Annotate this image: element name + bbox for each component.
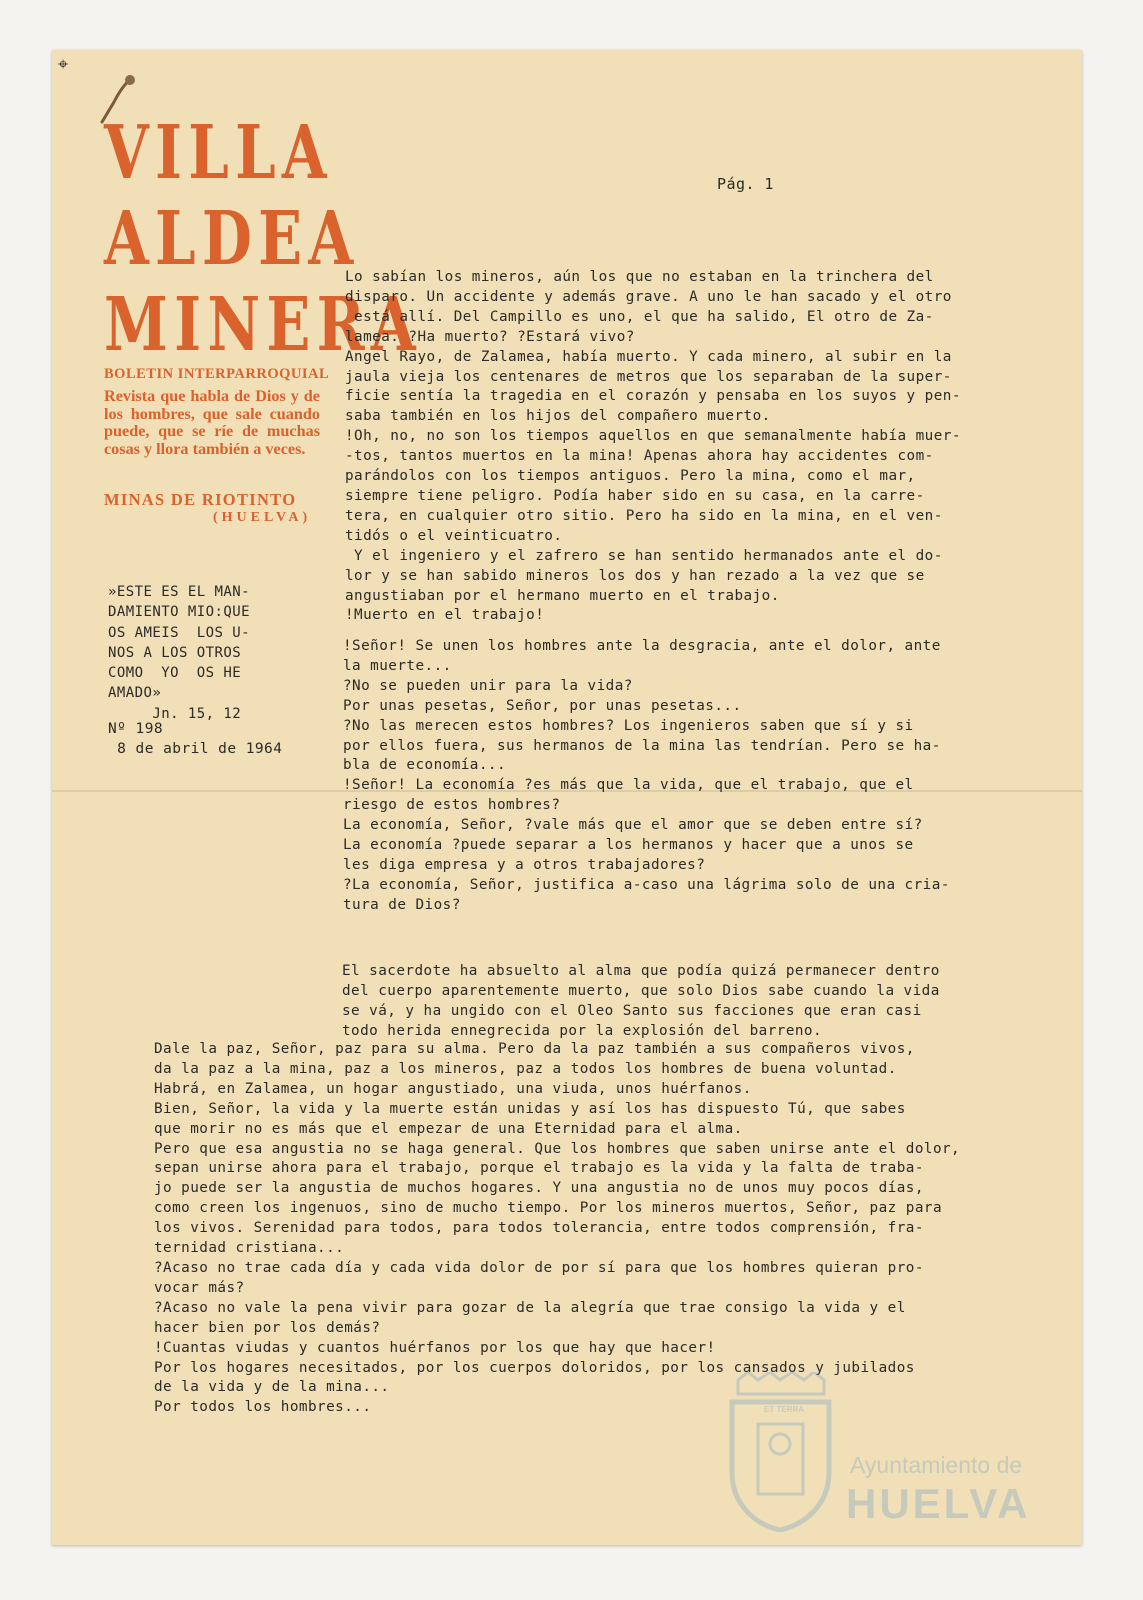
body-paragraph-2: !Señor! Se unen los hombres ante la desgracia, ante el dolor, ante la muerte... ?No se pueden unir para la vida? Por unas pesetas, Señor, por unas pesetas... ?No las merecen estos hombres? Los ingenieros saben que sí y si por ellos fuera, sus hermanos de la mina las tendrían. Pero se ha- bla de economía... !Señor! La economía ?es más que la vida, que el trabajo, que el riesgo de estos hombres? La economía, Señor, ?vale más que el amor que se deben entre sí? La economía ?puede separar a los hermanos y hacer que a unos se les diga empresa y a otros trabajadores? ?La economía, Señor, justifica a-caso una lágrima solo de una cria- tura de Dios?: [343, 638, 950, 913]
watermark-line-2: HUELVA: [846, 1480, 1031, 1527]
masthead-title: [104, 110, 422, 368]
seal-text: ET TERRA: [764, 1405, 804, 1414]
body-paragraph-4: Dale la paz, Señor, paz para su alma. Pero da la paz también a sus compañeros vivos, da la paz a la mina, paz a los mineros, paz a todos los hombres de buena voluntad. Habrá, en Zalamea, un hogar angustiado, una viuda, unos huérfanos. Bien, Señor, la vida y la muerte están unidas y así los has dispuesto Tú, que sabes que morir no es más que el empezar de una Eternidad para el alma. Pero que esa angustia no se haga general. Que los hombres que saben unirse ante el dolor, sepan unirse ahora para el trabajo, porque el trabajo es la vida y la falta de traba- jo puede ser la angustia de muchos hogares. Y una angustia no de unos muy pocos días, como creen los ingenuos, sino de mucho tiempo. Por los mineros muertos, Señor, paz para los vivos. Serenidad para todos, para todos tolerancia, entre todos comprensión, fra- ternidad cristiana... ?Acaso no trae cada día y cada vida dolor de por sí para que los hombres quieran pro- vocar más? ?Acaso no vale la pena vivir para gozar de la alegría que trae consigo la vida y el hacer bien por los demás? !Cuantas viudas y cuantos huérfanos por los que hay que hacer! Por los hogares necesitados, por los cuerpos doloridos, por los cansados y jubilados de la vida y de la mina... Por todos los hombres...: [154, 1041, 961, 1416]
masthead-province: (HUELVA): [213, 510, 312, 525]
sidebar-quote: »ESTE ES EL MAN- DAMIENTO MIO:QUE OS AMEIS LOS U- NOS A LOS OTROS COMO YO OS HE AMADO» Jn. 15, 12: [108, 584, 251, 722]
masthead-line-2: ALDEA: [104, 196, 360, 282]
coat-of-arms-icon: [718, 1372, 843, 1532]
body-paragraph-3: El sacerdote ha absuelto al alma que podía quizá permanecer dentro del cuerpo aparentemente muerto, que solo Dios sabe cuando la vida se vá, y ha ungido con el Oleo Santo sus facciones que eran casi todo herida ennegrecida por la explosión del barreno.: [342, 963, 940, 1039]
archive-watermark: [718, 1372, 1048, 1532]
pencil-mark: ⌖: [58, 54, 69, 75]
issue-info: Nº 198 8 de abril de 1964: [108, 721, 283, 757]
body-paragraph-1: Lo sabían los mineros, aún los que no estaban en la trinchera del disparo. Un accidente y además grave. A uno le han sacado y el otro está allí. Del Campillo es uno, el que ha salido, El otro de Za- lamea. ?Ha muerto? ?Estará vivo? Angel Rayo, de Zalamea, había muerto. Y cada minero, al subir en la jaula vieja los centenares de metros que los separaban de la super- ficie sentía la tragedia en el corazón y pensaba en los suyos y pen- saba también en los hijos del compañero muerto. !Oh, no, no son los tiempos aquellos en que semanalmente había muer- -tos, tantos muertos en la mina! Apenas ahora hay accidentes com- parándolos con los tiempos antiguos. Pero la mina, como el mar, siempre tiene peligro. Podía haber sido en su casa, en la carre- tera, en cualquier otro sitio. Pero ha sido en la mina, en el ven- tidós o el veinticuatro. Y el ingeniero y el zafrero se han sentido hermanados ante el do- lor y se han sabido mineros los dos y han rezado a la vez que se angustiaban por el hermano muerto en el trabajo. !Muerto en el trabajo!: [345, 269, 961, 624]
watermark-line-1: Ayuntamiento de: [850, 1452, 1023, 1478]
masthead-line-1: VILLA: [104, 110, 333, 196]
page-number: Pág. 1: [717, 175, 774, 193]
masthead-subtitle: BOLETIN INTERPARROQUIAL: [104, 366, 330, 382]
masthead-line-3: MINERA: [104, 282, 422, 368]
masthead-description: Revista que habla de Dios y de los hombres, que sale cuando puede, que se ríe de muchas cosas y llora también a veces.: [104, 387, 320, 458]
masthead-location: MINAS DE RIOTINTO: [104, 490, 297, 509]
